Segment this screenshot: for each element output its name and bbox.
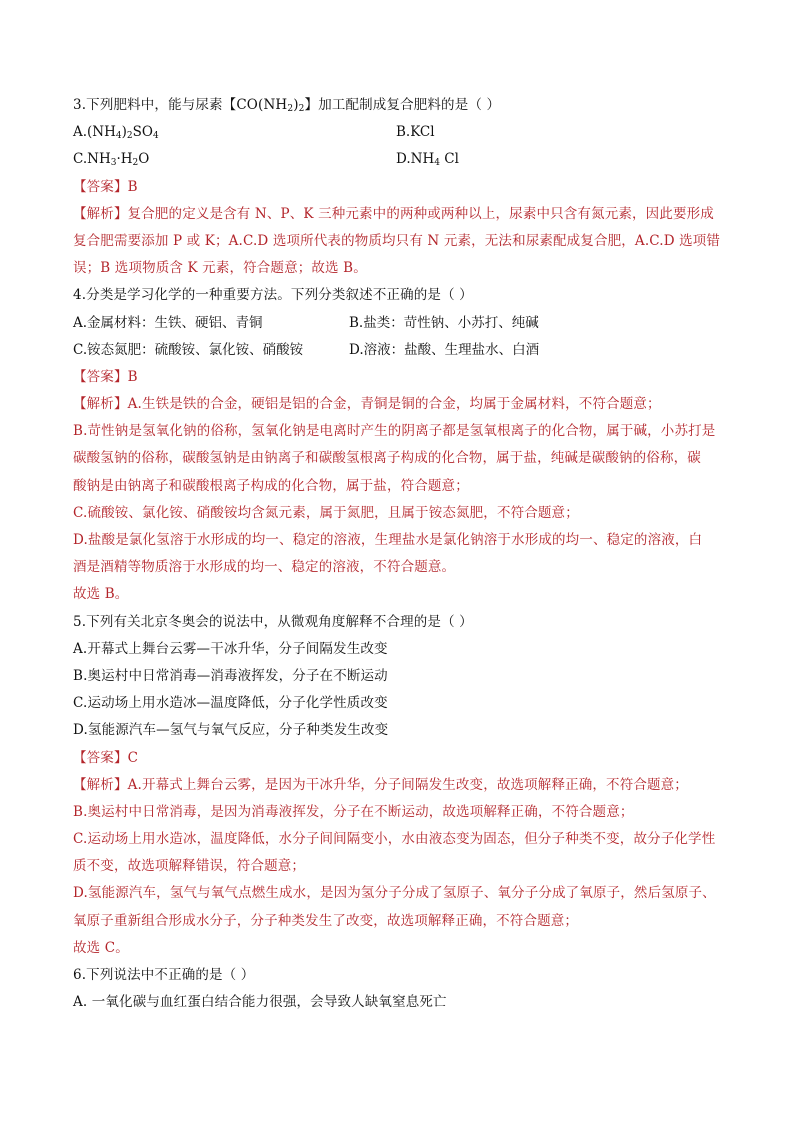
q5-analysis-line: D.氢能源汽车，氢气与氧气点燃生成水，是因为氢分子分成了氢原子、氧分子分成了氧原子，然后氢原子、 (73, 885, 716, 902)
q5-analysis-line: 质不变，故选项解释错误，符合题意； (73, 858, 306, 875)
q4-analysis-tag: 【解析】 (73, 396, 128, 413)
q3-options-row-2 (73, 146, 733, 173)
q5-analysis-tag: 【解析】 (73, 776, 128, 793)
q5-stem: 5.下列有关北京冬奥会的说法中，从微观角度解释不合理的是（ ） (73, 613, 473, 630)
q4-analysis-line: 酸钠是由钠离子和碳酸根离子构成的化合物，属于盐，符合题意； (73, 477, 469, 494)
q5-option-b: B.奥运村中日常消毒—消毒液挥发，分子在不断运动 (73, 667, 388, 684)
q4-answer (73, 364, 733, 391)
q4-analysis-line: C.硫酸铵、氯化铵、硝酸铵均含氮元素，属于氮肥，且属于铵态氮肥，不符合题意； (73, 504, 579, 521)
q4-analysis-line: 酒是酒精等物质溶于水形成的均一、稳定的溶液，不符合题意。 (73, 559, 456, 576)
q5-analysis-line: C.运动场上用水造冰，温度降低，水分子间间隔变小，水由液态变为固态，但分子种类不变，故分子化学性 (73, 831, 716, 848)
q4-option-c: C.铵态氮肥：硫酸铵、氯化铵、硝酸铵 (73, 341, 304, 358)
q3-option-c-end: O (138, 151, 150, 168)
q5-answer (73, 745, 733, 772)
q3-stem-text-end: 】加工配制成复合肥料的是（ ） (304, 97, 501, 113)
q3-option-c-sub: 3 (110, 158, 117, 169)
q3-option-c-mid: ·H (116, 151, 133, 168)
q4-conclusion: 故选 B。 (73, 586, 129, 603)
q3-option-d (396, 146, 459, 173)
q3-stem-subscript: 2 (287, 104, 294, 114)
q5-option-a: A.开幕式上舞台云雾—干冰升华，分子间隔发生改变 (73, 640, 388, 657)
q3-option-c-text: C.NH (73, 151, 111, 168)
q3-analysis-line: 误；B 选项物质含 K 元素，符合题意；故选 B。 (73, 260, 367, 277)
q3-option-a-text: A.(NH (73, 124, 116, 141)
q3-option-a (73, 119, 159, 146)
q3-answer-value: B (127, 178, 138, 195)
q3-stem (73, 92, 733, 119)
q5-option-c: C.运动场上用水造冰—温度降低，分子化学性质改变 (73, 695, 388, 712)
q4-option-b: B.盐类：苛性钠、小苏打、纯碱 (349, 314, 539, 331)
q4-answer-value: B (127, 368, 138, 385)
q4-stem: 4.分类是学习化学的一种重要方法。下列分类叙述不正确的是（ ） (73, 287, 473, 304)
q3-option-d-text: D.NH (396, 151, 435, 168)
q4-options-row-1 (73, 310, 733, 337)
q4-answer-tag: 【答案】 (73, 368, 128, 385)
exam-page (73, 92, 733, 1016)
q3-option-a-mid-2: SO (132, 124, 153, 141)
q4-analysis-line: 碳酸氢钠的俗称，碳酸氢钠是由钠离子和碳酸氢根离子构成的化合物，属于盐，纯碱是碳酸钠的俗称，碳 (73, 450, 701, 467)
q3-answer-tag: 【答案】 (73, 178, 128, 195)
q5-analysis-line: B.奥运村中日常消毒，是因为消毒液挥发，分子在不断运动，故选项解释正确，不符合题意； (73, 803, 634, 820)
q3-stem-text-mid: ) (293, 97, 299, 113)
q3-answer (73, 174, 733, 201)
q4-option-d: D.溶液：盐酸、生理盐水、白酒 (349, 341, 540, 358)
q5-conclusion: 故选 C。 (73, 939, 129, 956)
q3-option-c-sub-2: 2 (132, 158, 139, 169)
q5-answer-value: C (127, 749, 139, 766)
q3-option-a-sub-3: 4 (152, 131, 159, 142)
q3-option-d-sub: 4 (434, 158, 440, 169)
q3-option-d-end: Cl (439, 151, 459, 168)
q6-stem: 6.下列说法中不正确的是（ ） (73, 967, 255, 983)
q5-analysis-text: A.开幕式上舞台云雾，是因为干冰升华，分子间隔发生改变，故选项解释正确，不符合题意； (127, 776, 688, 793)
q3-analysis-line: 复合肥需要添加 P 或 K；A.C.D 选项所代表的物质均只有 N 元素，无法和尿素配成复合肥，A.C.D 选项错 (73, 232, 721, 249)
q3-option-a-sub-2: 2 (126, 131, 133, 142)
q3-option-b: B.KCl (396, 124, 435, 141)
q3-analysis-tag: 【解析】 (73, 205, 128, 222)
q3-stem-subscript-2: 2 (298, 104, 305, 114)
q5-analysis-line: 氧原子重新组合形成水分子，分子种类发生了改变，故选项解释正确，不符合题意； (73, 912, 579, 929)
q4-analysis-line: B.苛性钠是氢氧化钠的俗称，氢氧化钠是电离时产生的阴离子都是氢氧根离子的化合物，属于碱，小苏打是 (73, 423, 716, 440)
q3-option-a-mid: ) (121, 124, 127, 141)
q3-option-a-sub: 4 (115, 131, 122, 142)
q4-analysis-line: D.盐酸是氯化氢溶于水形成的均一、稳定的溶液，生理盐水是氯化钠溶于水形成的均一、稳定的溶液，白 (73, 532, 703, 548)
q4-options-row-2 (73, 337, 733, 364)
q6-option-a: A. 一氧化碳与血红蛋白结合能力很强，会导致人缺氧窒息死亡 (73, 994, 447, 1011)
q3-stem-text: 3.下列肥料中，能与尿素【CO(NH (73, 97, 288, 113)
q5-answer-tag: 【答案】 (73, 749, 128, 766)
q3-options-row-1 (73, 119, 733, 146)
q3-option-c (73, 146, 149, 173)
q4-analysis-line (73, 391, 733, 418)
q5-analysis-line (73, 772, 733, 799)
q4-analysis-text: A.生铁是铁的合金，硬铝是铝的合金，青铜是铜的合金，均属于金属材料，不符合题意； (127, 396, 661, 413)
q5-option-d: D.氢能源汽车—氢气与氧气反应，分子种类发生改变 (73, 722, 389, 739)
q3-analysis-text: 复合肥的定义是含有 N、P、K 三种元素中的两种或两种以上，尿素中只含有氮元素，因此要形成 (127, 205, 714, 222)
q3-analysis-line (73, 201, 733, 228)
q4-option-a: A.金属材料：生铁、硬铝、青铜 (73, 314, 263, 331)
